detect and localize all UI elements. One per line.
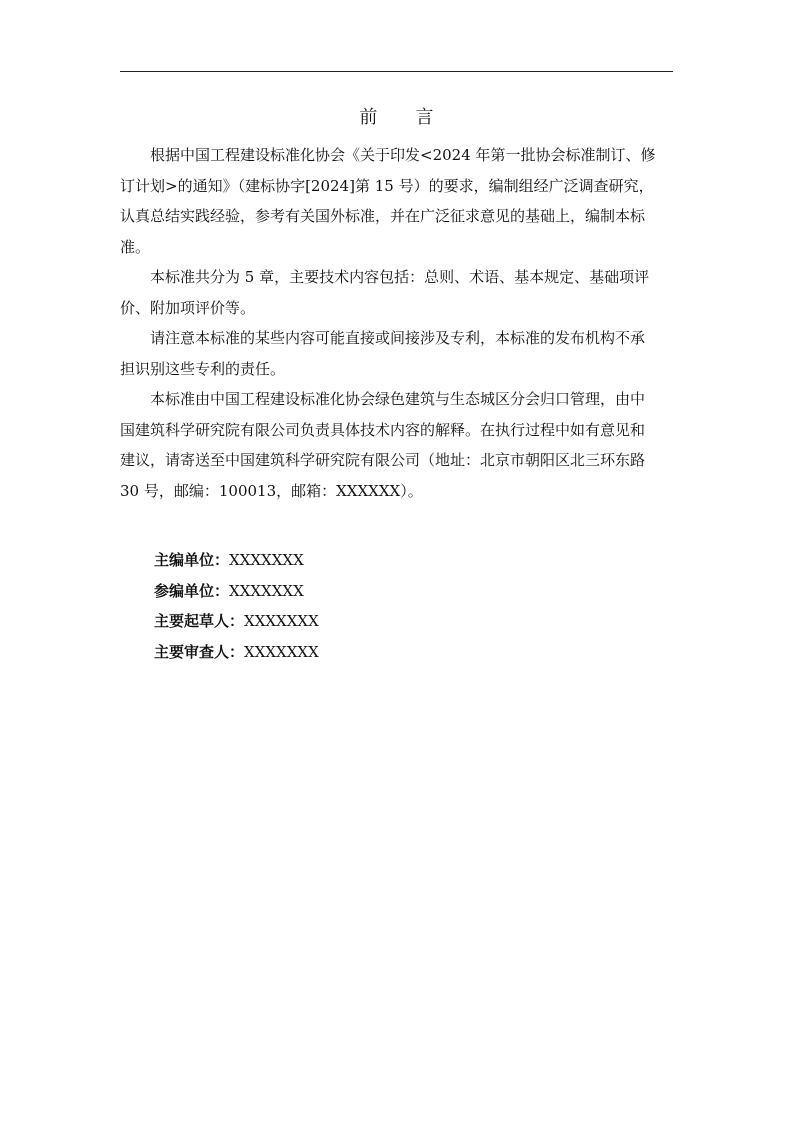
paragraph-line: 价、附加项评价等。	[120, 298, 256, 317]
paragraph-4	[120, 384, 673, 506]
paragraph-line: 担识别这些专利的责任。	[120, 359, 286, 378]
paragraph-line: 根据中国工程建设标准化协会《关于印发<2024 年第一批协会标准制订、修	[150, 146, 656, 164]
foreword-body	[120, 140, 673, 506]
credits-block	[154, 545, 654, 667]
credit-main-drafters	[154, 606, 654, 637]
paragraph-line: 准。	[120, 237, 151, 256]
credit-label: 主编单位：	[154, 551, 230, 569]
header-rule	[120, 71, 673, 72]
paragraph-line: 本标准共分为 5 章，主要技术内容包括：总则、术语、基本规定、基础项评	[150, 268, 650, 286]
page-title: 前 言	[359, 107, 450, 128]
paragraph-line: 建议，请寄送至中国建筑科学研究院有限公司（地址：北京市朝阳区北三环东路	[120, 451, 646, 469]
credit-value: XXXXXXX	[229, 551, 304, 569]
credit-label: 主要起草人：	[154, 612, 245, 630]
credit-chief-editor	[154, 545, 654, 576]
paragraph-line: 本标准由中国工程建设标准化协会绿色建筑与生态城区分会归口管理，由中	[150, 390, 646, 408]
paragraph-line: 30 号，邮编：100013，邮箱：XXXXXX）。	[120, 481, 423, 500]
paragraph-2	[120, 262, 673, 323]
paragraph-line: 请注意本标准的某些内容可能直接或间接涉及专利，本标准的发布机构不承	[150, 329, 646, 347]
credit-label: 参编单位：	[154, 581, 230, 600]
paragraph-1	[120, 140, 673, 262]
credit-participating-units	[154, 576, 654, 607]
paragraph-line: 订计划>的通知》（建标协字[2024]第 15 号）的要求，编制组经广泛调查研究，	[120, 176, 654, 195]
credit-label: 主要审查人：	[154, 642, 245, 661]
credit-main-reviewers	[154, 637, 654, 668]
paragraph-line: 国建筑科学研究院有限公司负责具体技术内容的解释。在执行过程中如有意见和	[120, 420, 646, 439]
credit-value: XXXXXXX	[229, 581, 304, 600]
credit-value: XXXXXXX	[244, 642, 319, 661]
paragraph-line: 认真总结实践经验，参考有关国外标准，并在广泛征求意见的基础上，编制本标	[120, 207, 646, 225]
paragraph-3	[120, 323, 673, 384]
credit-value: XXXXXXX	[244, 612, 319, 630]
